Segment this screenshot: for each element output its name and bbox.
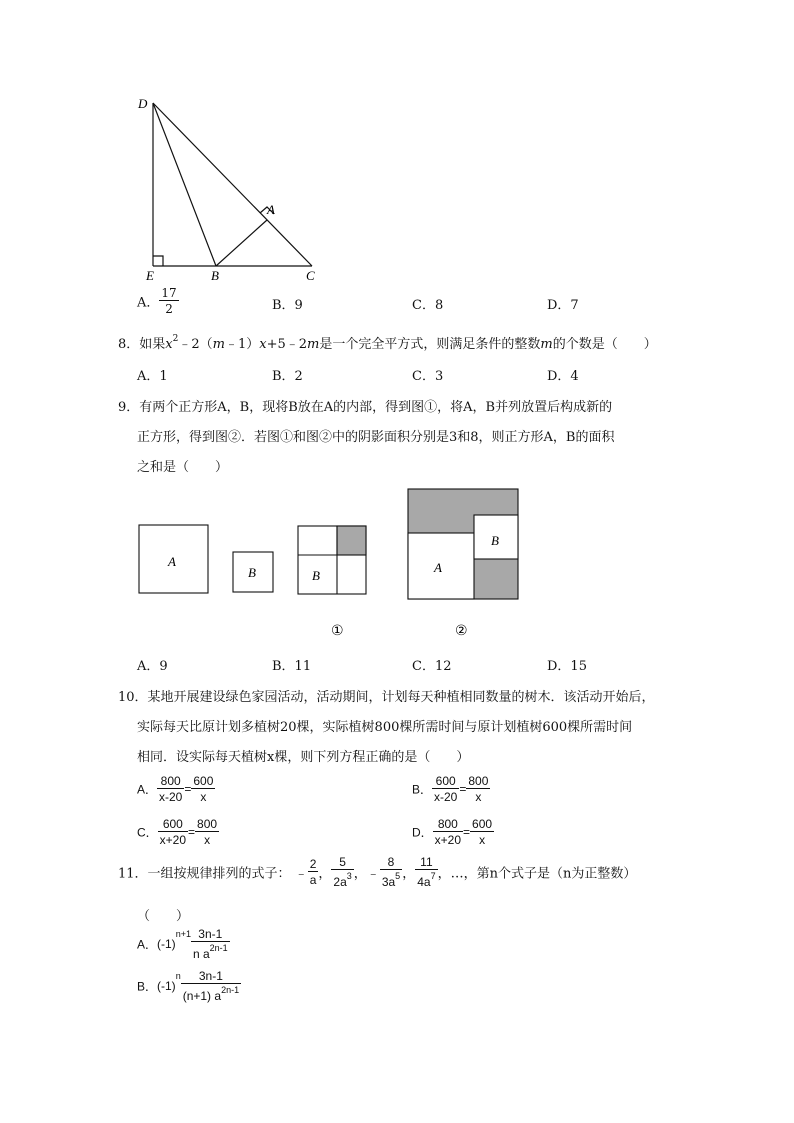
q10-a-label: A． — [137, 782, 158, 797]
q10-d-n2: 600 — [472, 817, 493, 831]
q11-a-exp: n+1 — [175, 929, 191, 940]
q10-option-c[interactable] — [137, 818, 219, 846]
fig1-shade — [337, 526, 366, 555]
q10-line1: 10．某地开展建设绿色家园活动，活动期间，计划每天种植相同数量的树木．该活动开始后， — [118, 690, 655, 705]
q7-option-a-fraction — [159, 287, 178, 315]
square-B-label: B — [248, 565, 256, 580]
q11-a-den: n a — [192, 947, 210, 961]
q10-option-d[interactable] — [412, 818, 494, 846]
segment-BA — [216, 220, 267, 266]
q11-t1-num: 2 — [309, 857, 317, 871]
q8-pre: 8．如果 — [118, 337, 166, 352]
q9-line2: 正方形，得到图②．若图①和图②中的阴影面积分别是3和8，则正方形A，B的面积 — [137, 430, 615, 445]
q11-t3-num: 8 — [380, 856, 402, 870]
q11-option-a[interactable] — [137, 928, 230, 960]
q8-post1: 是一个完全平方式，则满足条件的整数 — [319, 337, 541, 352]
q11-post: ，…，第n个式子是（n为正整数） — [437, 866, 637, 882]
q11-t2-den: 2a — [333, 875, 347, 889]
q8-option-d[interactable]: D．4 — [547, 369, 579, 384]
q10-d-d2: x — [479, 833, 486, 847]
q11-b-num: 3n-1 — [181, 970, 241, 984]
q10-c-d2: x — [204, 833, 211, 847]
q9-option-a[interactable]: A．9 — [137, 659, 168, 674]
q8-mid1: ﹣2（ — [178, 337, 213, 352]
segment-DC — [153, 103, 312, 266]
q9-squares-figure — [130, 480, 530, 650]
q10-b-d1: x-20 — [434, 790, 458, 804]
q10-c-n1: 600 — [158, 818, 188, 832]
q10-c-eq: = — [188, 825, 196, 839]
q8-stem — [118, 333, 657, 352]
q10-b-label: B． — [412, 782, 433, 797]
q10-line3: 相同．设实际每天植树x棵，则下列方程正确的是（ ） — [137, 750, 470, 765]
q10-a-n2: 600 — [193, 774, 214, 788]
q8-m2: m — [307, 337, 320, 352]
q10-b-eq: = — [459, 782, 467, 796]
q11-t4-den: 4a — [417, 875, 431, 889]
q10-c-d1: x+20 — [159, 833, 187, 847]
point-C-label: C — [306, 268, 315, 283]
q11-t3-den: 3a — [381, 875, 396, 889]
q8-x: x — [165, 337, 173, 352]
fig1-caption: ① — [331, 623, 344, 639]
q11-a-label: A． — [137, 937, 158, 952]
q10-b-n2: 800 — [468, 774, 489, 788]
q11-b-base: (-1) — [157, 979, 176, 993]
q9-option-d[interactable]: D．15 — [547, 659, 587, 674]
q10-d-eq: = — [463, 825, 471, 839]
q10-d-label: D． — [412, 825, 433, 840]
q10-b-n1: 600 — [432, 775, 459, 789]
q10-line2: 实际每天比原计划多植树20棵，实际植树800棵所需时间与原计划植树600棵所需时间 — [137, 720, 633, 735]
q8-option-a[interactable]: A．1 — [137, 369, 168, 384]
q10-option-a[interactable] — [137, 775, 215, 803]
q8-mid2: ﹣1） — [224, 337, 260, 352]
q11-a-den-exp: 2n-1 — [209, 943, 228, 953]
segment-DB — [153, 103, 216, 266]
q11-t3-sign: ﹣ — [366, 866, 380, 882]
q10-d-n1: 800 — [433, 818, 463, 832]
q8-exp: 2 — [172, 334, 179, 344]
q11-b-den: (n+1) a — [182, 989, 222, 1003]
point-B-label: B — [211, 268, 219, 283]
q7-option-b[interactable]: B．9 — [272, 298, 303, 313]
q11-stem: 11．一组按规律排列的式子： ﹣ $\frac{2}{a}$ ， $\frac{5}{2a^3}$ ，﹣ $\frac{8}{3a^5}$ ， $\frac{11}{4a^7}$ ，…，第n个式子是（n为正整数） — [118, 855, 637, 889]
q7-option-a-num: 17 — [161, 286, 177, 300]
q7-option-a-label: A． — [137, 295, 160, 311]
q8-option-c[interactable]: C．3 — [412, 369, 444, 384]
q11-pre: 11．一组按规律排列的式子： — [118, 866, 291, 882]
q11-t1-sign: ﹣ — [294, 866, 308, 882]
q7-option-d[interactable]: D．7 — [547, 298, 579, 313]
q11-t3-exp: 5 — [395, 871, 401, 881]
point-D-label: D — [138, 96, 148, 111]
q8-mid3: +5﹣2 — [266, 337, 308, 352]
q10-a-d2: x — [200, 790, 207, 804]
q9-line3: 之和是（ ） — [137, 460, 229, 475]
q11-b-exp: n — [175, 971, 181, 982]
q11-option-b[interactable] — [137, 970, 241, 1002]
q8-m3: m — [540, 337, 553, 352]
q7-option-a-den: 2 — [165, 302, 173, 316]
q7-triangle-figure — [130, 90, 340, 290]
q10-c-label: C． — [137, 825, 158, 840]
q8-m1: m — [212, 337, 225, 352]
q10-a-d1: x-20 — [159, 790, 183, 804]
q10-a-n1: 800 — [157, 775, 184, 789]
q11-t2-exp: 3 — [346, 871, 352, 881]
fig2-caption: ② — [455, 623, 468, 639]
q9-option-b[interactable]: B．11 — [272, 659, 312, 674]
point-E-label: E — [146, 268, 154, 283]
q11-a-base: (-1) — [157, 937, 176, 951]
q8-option-b[interactable]: B．2 — [272, 369, 303, 384]
q11-t2-num: 5 — [331, 856, 353, 870]
q11-t4-num: 11 — [415, 856, 437, 870]
q10-option-b[interactable] — [412, 775, 490, 803]
q8-post2: 的个数是（ ） — [552, 337, 657, 352]
q10-a-eq: = — [184, 782, 192, 796]
q11-b-label: B． — [137, 979, 158, 994]
q10-c-n2: 800 — [197, 817, 218, 831]
q10-d-d1: x+20 — [434, 833, 462, 847]
q11-t4-exp: 7 — [430, 871, 436, 881]
right-angle-E — [153, 256, 163, 266]
q11-b-den-exp: 2n-1 — [221, 985, 240, 995]
fig2-A-label: A — [434, 560, 442, 575]
q10-b-d2: x — [475, 790, 482, 804]
q11-paren: （ ） — [137, 909, 190, 924]
q7-option-a[interactable] — [137, 287, 179, 315]
q9-option-c[interactable]: C．12 — [412, 659, 452, 674]
fig1-B-label: B — [312, 568, 320, 583]
q7-option-c[interactable]: C．8 — [412, 298, 444, 313]
q11-t1-den: a — [309, 873, 317, 887]
point-A-label: A — [267, 202, 275, 217]
fig2-B-label: B — [491, 533, 499, 548]
q8-x2: x — [259, 337, 267, 352]
square-A-label: A — [168, 554, 176, 569]
q9-line1: 9．有两个正方形A，B，现将B放在A的内部，得到图①，将A，B并列放置后构成新的 — [118, 400, 613, 415]
q11-a-num: 3n-1 — [191, 928, 230, 942]
